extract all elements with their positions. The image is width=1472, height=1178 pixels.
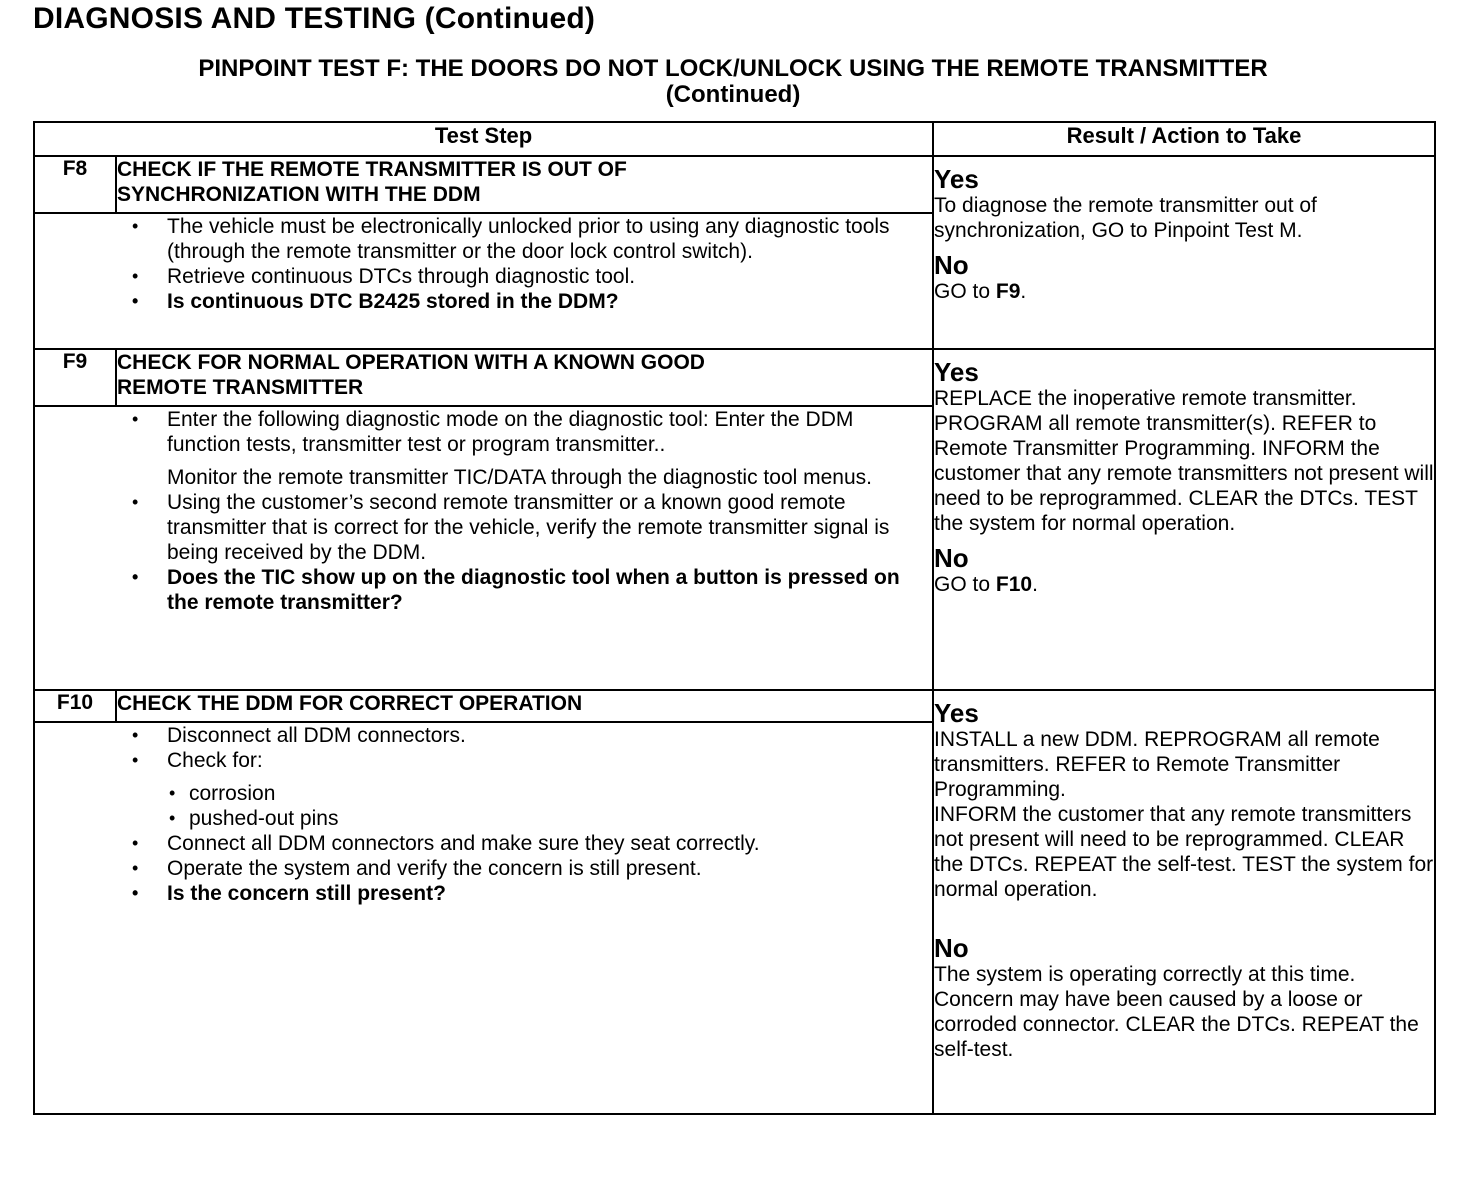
no-label: No [934,250,969,280]
instruction-continuation: Monitor the remote transmitter TIC/DATA through the diagnostic tool menus. [167,466,872,489]
instruction-item: • Check for: [132,748,932,773]
instruction-item: • Enter the following diagnostic mode on the diagnostic tool: Enter the DDM function tests, transmitter test or program transmitter.. [132,407,932,457]
step-title [116,156,933,213]
instruction-question: • Does the TIC show up on the diagnostic tool when a button is pressed on the remote transmitter? [132,565,932,615]
yes-action: INSTALL a new DDM. REPROGRAM all remote transmitters. REFER to Remote Transmitter Programming. [934,728,1380,801]
step-reference: F10 [995,573,1033,596]
no-label: No [934,933,969,963]
step-title [116,349,933,406]
step-title-line: CHECK FOR NORMAL OPERATION WITH A KNOWN GOOD [117,351,705,374]
step-id: F8 [34,156,116,213]
step-f9-result [933,349,1435,690]
instruction-question: • Is continuous DTC B2425 stored in the DDM? [132,289,932,314]
instruction-item: • The vehicle must be electronically unlocked prior to using any diagnostic tools (through the remote transmitter or the door lock control switch). [132,214,932,264]
pinpoint-test-table [33,121,1436,1115]
step-f10-result [933,690,1435,1114]
yes-action: REPLACE the inoperative remote transmitter. PROGRAM all remote transmitter(s). REFER to Remote Transmitter Programming. INFORM the customer that any remote transmitters not present will need to be reprogrammed. CLEAR the DTCs. TEST the system for normal operation. [934,387,1434,535]
no-action [934,572,1434,597]
pinpoint-test-title [33,56,1433,108]
yes-action: To diagnose the remote transmitter out of synchronization, GO to Pinpoint Test M. [934,194,1317,242]
test-title-line1: PINPOINT TEST F: THE DOORS DO NOT LOCK/UNLOCK USING THE REMOTE TRANSMITTER [198,55,1268,82]
instruction-item: • Disconnect all DDM connectors. [132,723,932,748]
instruction-item: • Retrieve continuous DTCs through diagnostic tool. [132,264,932,289]
instruction-item: • Using the customer’s second remote transmitter or a known good remote transmitter that is correct for the vehicle, verify the remote transmitter signal is being received by the DDM. [132,490,932,565]
instruction-item: • Connect all DDM connectors and make sure they seat correctly. [132,831,932,856]
step-title [116,690,933,722]
yes-label: Yes [934,164,979,194]
step-f8-result [933,156,1435,349]
step-title-line: SYNCHRONIZATION WITH THE DDM [117,183,481,206]
step-f8-instructions [34,213,933,349]
header-result-action: Result / Action to Take [933,122,1435,156]
instruction-item: • Operate the system and verify the concern is still present. [132,856,932,881]
no-action-suffix: . [1032,573,1038,596]
sub-instruction-item: • corrosion [167,781,932,806]
table-header-row [34,122,1435,156]
yes-label: Yes [934,698,979,728]
no-label: No [934,543,969,573]
page-title: DIAGNOSIS AND TESTING (Continued) [33,2,596,35]
no-action-prefix: GO to [934,280,996,303]
step-f9-title-row [34,349,1435,406]
step-f10-title-row [34,690,1435,722]
step-reference: F9 [995,280,1021,303]
no-action-prefix: GO to [934,573,996,596]
step-f10-instructions [34,722,933,1114]
no-action [934,279,1434,304]
header-test-step: Test Step [34,122,933,156]
instruction-question: • Is the concern still present? [132,881,932,906]
sub-instruction-item: • pushed-out pins [167,806,932,831]
step-title-line: REMOTE TRANSMITTER [117,376,364,399]
test-title-line2: (Continued) [665,81,801,108]
step-id: F9 [34,349,116,406]
step-f9-instructions [34,406,933,690]
no-action-suffix: . [1020,280,1027,303]
no-action: The system is operating correctly at this time. Concern may have been caused by a loose or corroded connector. CLEAR the DTCs. REPEAT the self-test. [934,963,1419,1061]
step-title-line: CHECK IF THE REMOTE TRANSMITTER IS OUT OF [117,158,627,181]
step-title-line: CHECK THE DDM FOR CORRECT OPERATION [117,692,583,715]
yes-label: Yes [934,357,979,387]
yes-action: INFORM the customer that any remote transmitters not present will need to be reprogrammed. CLEAR the DTCs. REPEAT the self-test. TEST the system for normal operation. [934,803,1434,901]
step-f8-title-row [34,156,1435,213]
step-id: F10 [34,690,116,722]
